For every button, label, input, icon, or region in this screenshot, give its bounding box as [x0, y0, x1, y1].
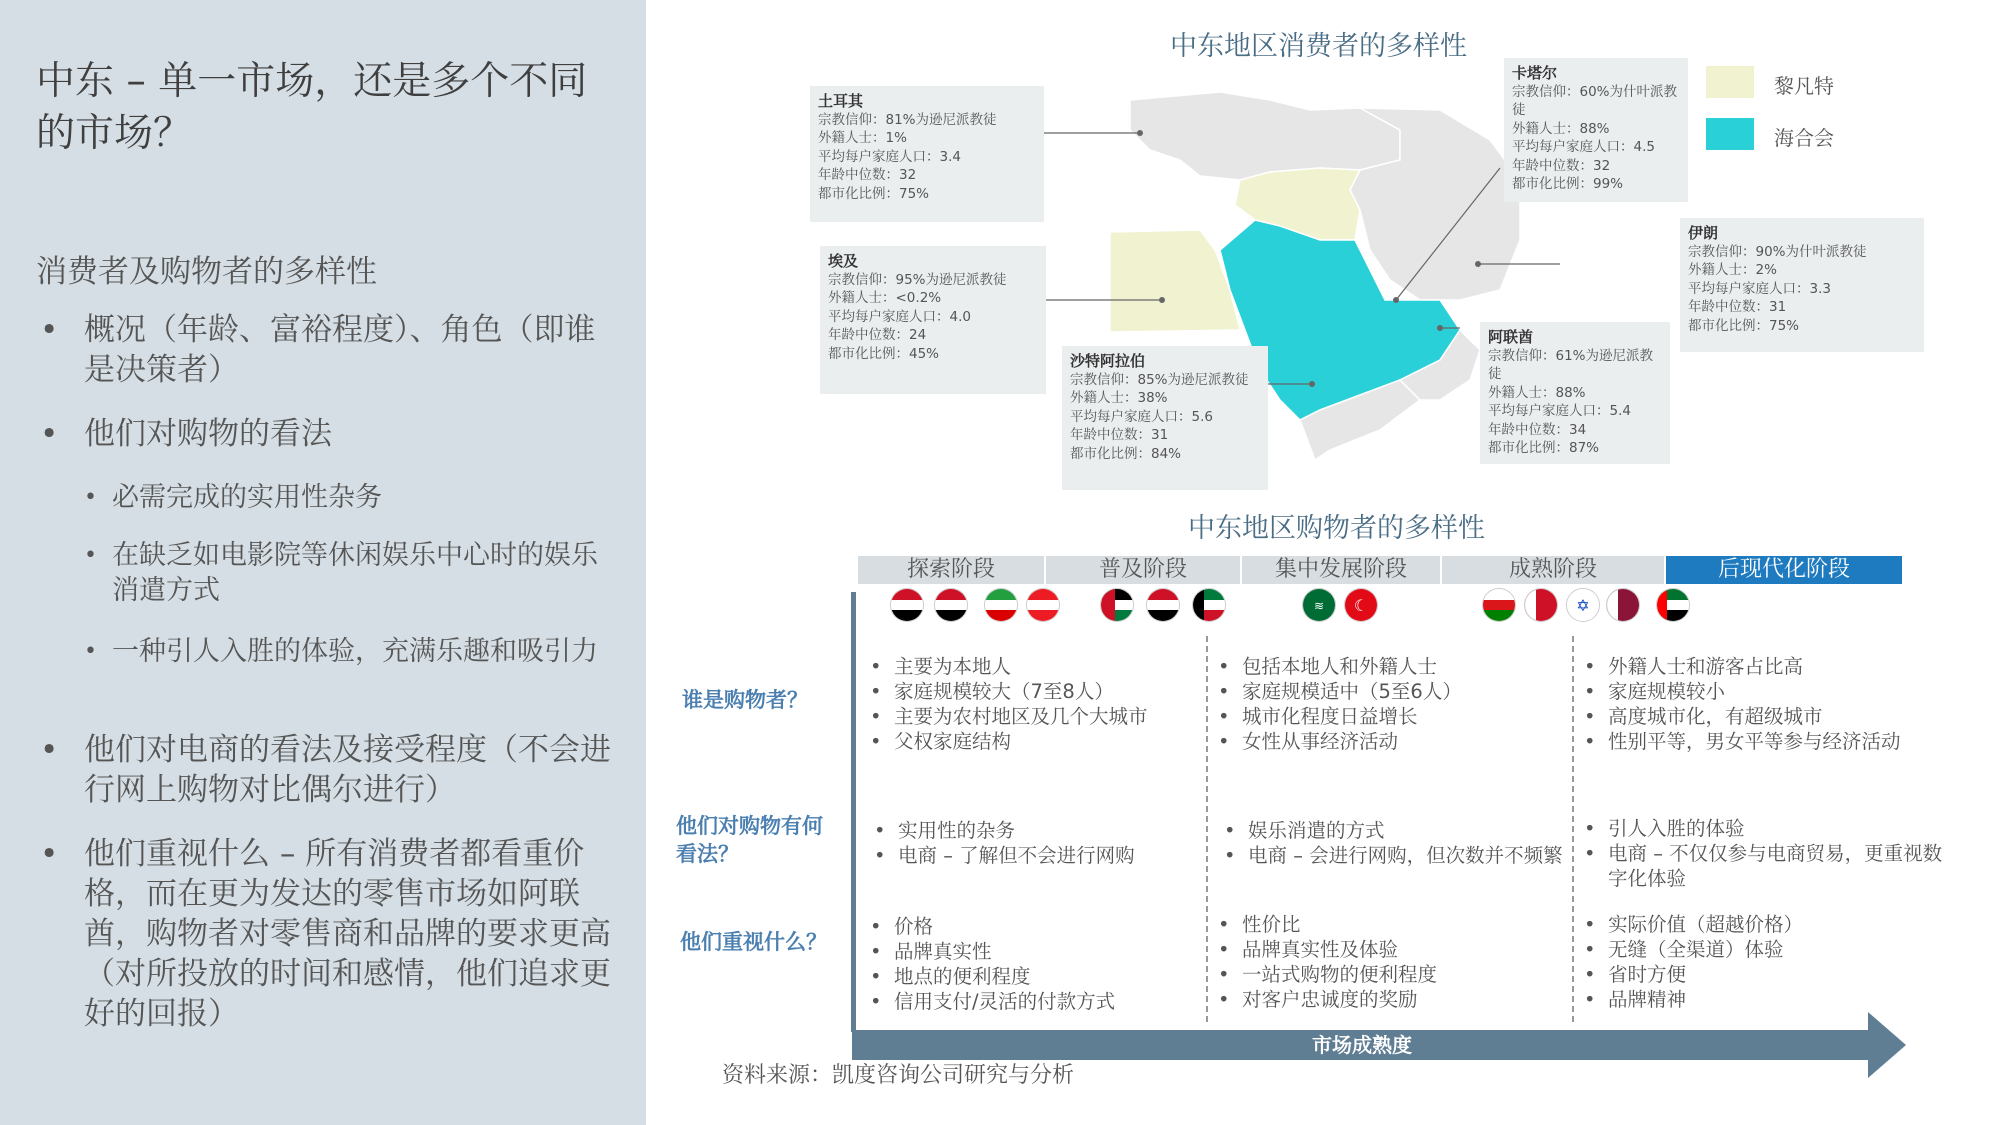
- flag-kuwait-icon: [1192, 588, 1226, 622]
- cell-value-mid: • 性价比 • 品牌真实性及体验 • 一站式购物的便利程度 • 对客户忠诚度的奖励: [1214, 912, 1564, 1012]
- cell-who-early: • 主要为本地人 • 家庭规模较大（7至8人） • 主要为农村地区及几个大城市 • 父权家庭结构: [866, 654, 1196, 754]
- column-divider: [1572, 636, 1574, 1022]
- flag-uae-icon: [1656, 588, 1690, 622]
- sub-bullet-item: • 一种引人入胜的体验，充满乐趣和吸引力: [84, 636, 598, 667]
- flag-jordan-icon: [1100, 588, 1134, 622]
- flag-egypt-icon: [1146, 588, 1180, 622]
- legend-label-levant: 黎凡特: [1774, 74, 1834, 98]
- stage-postmodern: 后现代化阶段: [1666, 556, 1902, 584]
- sub-bullet-item: • 在缺乏如电影院等休闲娱乐中心时的娱乐消遣方式: [84, 540, 598, 606]
- legend-swatch-levant: [1706, 66, 1754, 98]
- flag-syria-icon: [934, 588, 968, 622]
- flag-qatar-icon: [1606, 588, 1640, 622]
- axis-vertical-line: [851, 592, 856, 1032]
- bullet-item: • 概况（年龄、富裕程度）、角色（即谁是决策者）: [40, 312, 596, 388]
- flag-lebanon-icon: [1026, 588, 1060, 622]
- stage-popularization: 普及阶段: [1046, 556, 1240, 584]
- cell-who-late: • 外籍人士和游客占比高 • 家庭规模较小 • 高度城市化，有超级城市 • 性别平等，男女平等参与经济活动: [1580, 654, 1946, 754]
- section-subtitle: 消费者及购物者的多样性: [36, 254, 377, 290]
- bullet-item: • 他们对购物的看法: [40, 416, 332, 452]
- stage-exploration: 探索阶段: [858, 556, 1044, 584]
- row-label-who: 谁是购物者？: [682, 688, 808, 712]
- sub-bullet-item: • 必需完成的实用性杂务: [84, 482, 382, 513]
- maturity-axis-label: 市场成熟度: [1312, 1033, 1412, 1057]
- legend-label-gcc: 海合会: [1774, 126, 1834, 150]
- map-region-egypt: [1110, 230, 1240, 332]
- flag-oman-icon: [1482, 588, 1516, 622]
- map-region-turkey: [1130, 92, 1400, 180]
- shopper-title: 中东地区购物者的多样性: [1188, 513, 1485, 544]
- arrow-right-icon: [1868, 1012, 1906, 1078]
- cell-view-late: • 引人入胜的体验 • 电商 – 不仅仅参与电商贸易，更重视数字化体验: [1580, 816, 1946, 891]
- cell-value-late: • 实际价值（超越价格） • 无缝（全渠道）体验 • 省时方便 • 品牌精神: [1580, 912, 1946, 1012]
- infobox-egypt: 埃及 宗教信仰：95%为逊尼派教徒 外籍人士：<0.2% 平均每户家庭人口：4.0 年龄中位数：24 都市化比例：45%: [820, 246, 1046, 394]
- infobox-qatar: 卡塔尔 宗教信仰：60%为什叶派教徒 外籍人士：88% 平均每户家庭人口：4.5 年龄中位数：32 都市化比例：99%: [1504, 58, 1688, 202]
- flag-iraq-icon: [890, 588, 924, 622]
- flag-israel-icon: ✡: [1566, 588, 1600, 622]
- infobox-saudi: 沙特阿拉伯 宗教信仰：85%为逊尼派教徒 外籍人士：38% 平均每户家庭人口：5.6 年龄中位数：31 都市化比例：84%: [1062, 346, 1268, 490]
- map-title: 中东地区消费者的多样性: [1170, 31, 1467, 62]
- flag-iran-icon: [984, 588, 1018, 622]
- source-note: 资料来源：凯度咨询公司研究与分析: [722, 1063, 1075, 1088]
- cell-who-mid: • 包括本地人和外籍人士 • 家庭规模适中（5至6人） • 城市化程度日益增长 • 女性从事经济活动: [1214, 654, 1564, 754]
- left-panel: [0, 0, 646, 1125]
- flag-saudi-icon: ≋: [1302, 588, 1336, 622]
- stage-concentrated: 集中发展阶段: [1242, 556, 1440, 584]
- bullet-item: • 他们重视什么 – 所有消费者都看重价格，而在更为发达的零售市场如阿联酋，购物者对零售商和品牌的要求更高（对所投放的时间和感情，他们追求更好的回报）: [40, 836, 611, 1032]
- cell-value-early: • 价格 • 品牌真实性 • 地点的便利程度 • 信用支付/灵活的付款方式: [866, 914, 1196, 1014]
- slide-title: 中东 – 单一市场，还是多个不同的市场？: [36, 59, 588, 156]
- row-label-value: 他们重视什么？: [680, 930, 827, 954]
- infobox-iran: 伊朗 宗教信仰：90%为什叶派教徒 外籍人士：2% 平均每户家庭人口：3.3 年龄中位数：31 都市化比例：75%: [1680, 218, 1924, 352]
- column-divider: [1206, 636, 1208, 1022]
- bullet-item: • 他们对电商的看法及接受程度（不会进行网上购物对比偶尔进行）: [40, 732, 611, 808]
- cell-view-mid: • 娱乐消遣的方式 • 电商 – 会进行网购，但次数并不频繁: [1220, 818, 1564, 868]
- legend-swatch-gcc: [1706, 118, 1754, 150]
- cell-view-early: • 实用性的杂务 • 电商 – 了解但不会进行网购: [870, 818, 1200, 868]
- infobox-uae: 阿联酋 宗教信仰：61%为逊尼派教徒 外籍人士：88% 平均每户家庭人口：5.4 年龄中位数：34 都市化比例：87%: [1480, 322, 1670, 464]
- flag-turkey-icon: ☾: [1344, 588, 1378, 622]
- flag-bahrain-icon: [1524, 588, 1558, 622]
- infobox-turkey: 土耳其 宗教信仰：81%为逊尼派教徒 外籍人士：1% 平均每户家庭人口：3.4 年龄中位数：32 都市化比例：75%: [810, 86, 1044, 222]
- row-label-view: 他们对购物有何看法？: [676, 814, 823, 866]
- stage-mature: 成熟阶段: [1442, 556, 1664, 584]
